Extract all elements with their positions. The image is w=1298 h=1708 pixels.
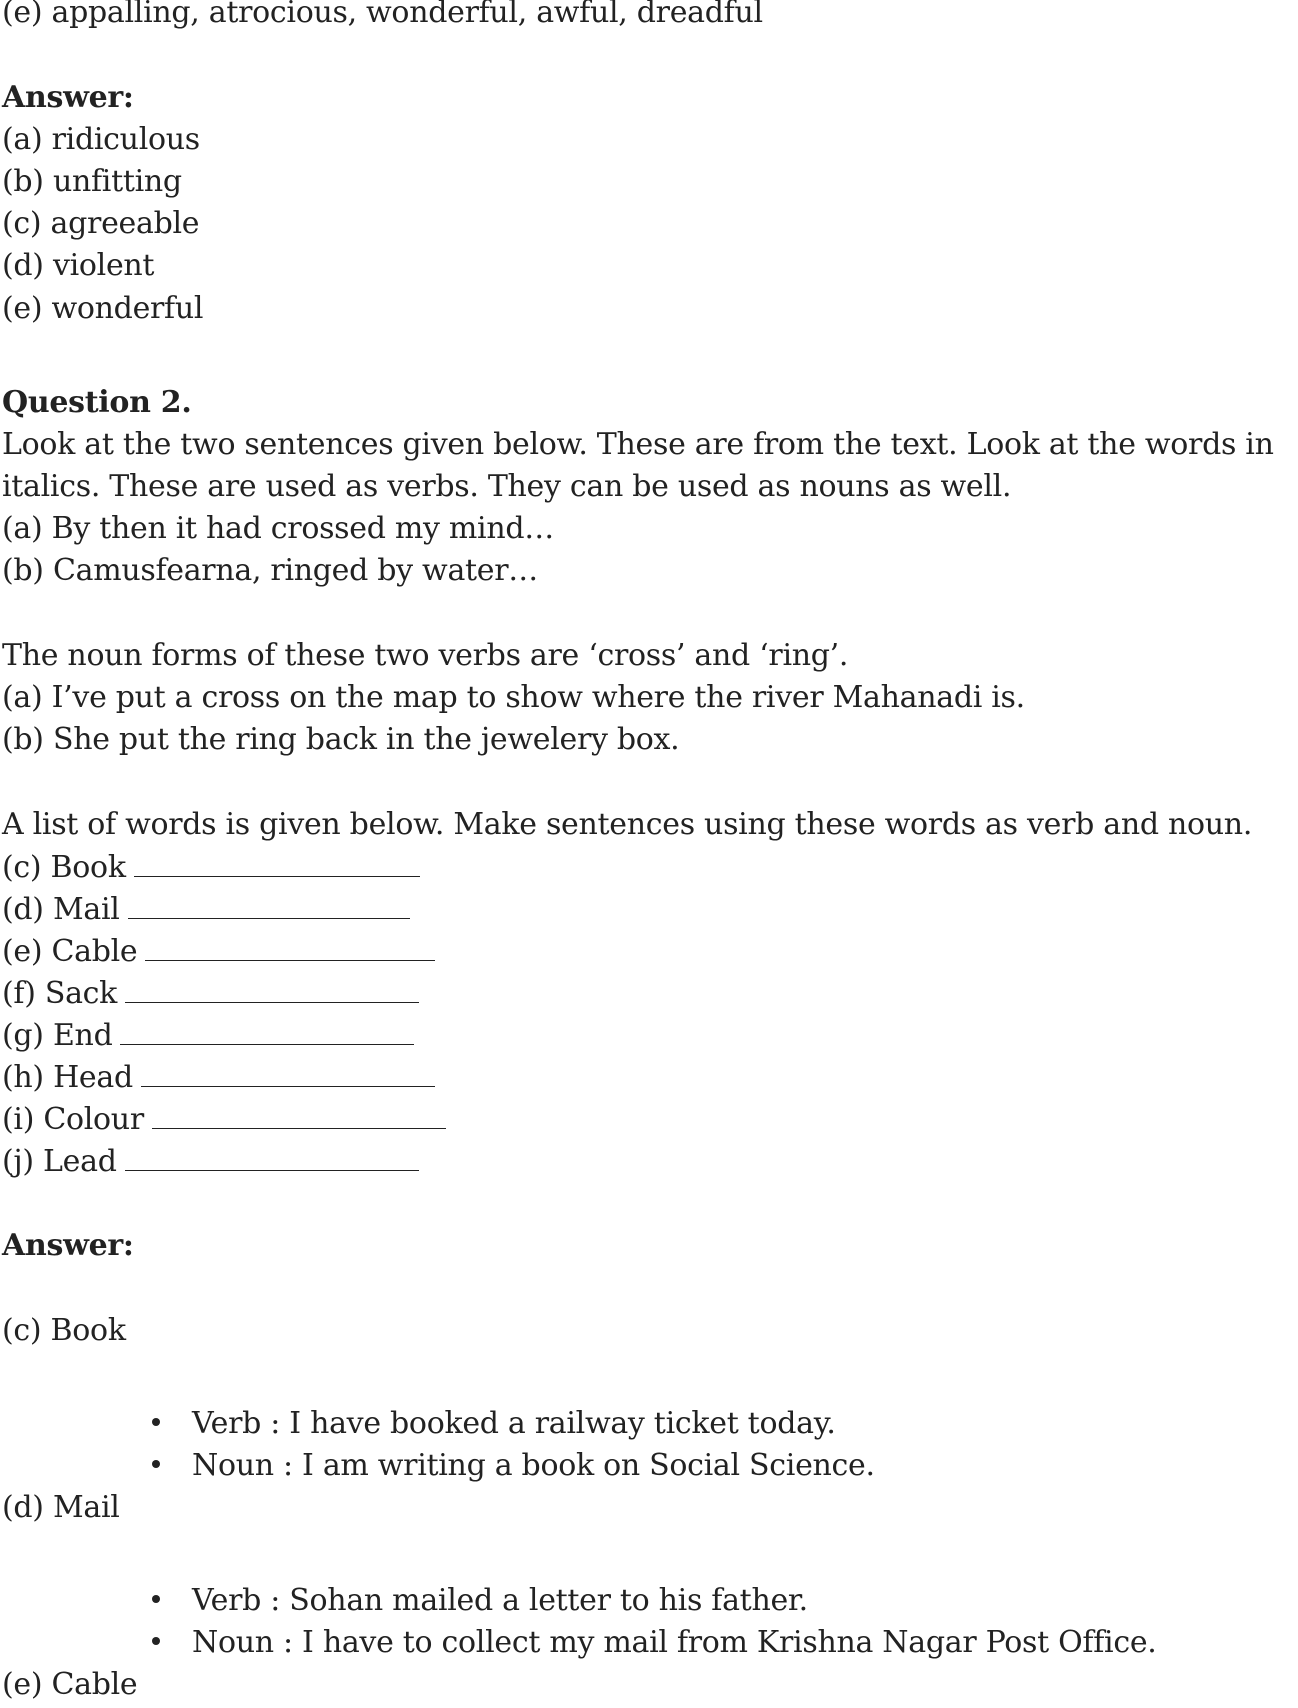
word-label: (c) Book [2,850,126,885]
word-row [2,1140,419,1183]
question2-noun-forms: The noun forms of these two verbs are ‘cross’ and ‘ring’. [2,638,849,673]
word-label: (i) Colour [2,1102,144,1137]
question2-heading: Question 2. [2,385,192,420]
answer2-book-noun [152,1445,875,1487]
bullet-icon [152,1418,160,1426]
word-label: (j) Lead [2,1144,117,1179]
word-row [2,1056,435,1099]
answer-blank-line [128,888,410,919]
word-label: (e) Cable [2,934,138,969]
word-label: (d) Mail [2,892,120,927]
bullet-icon [152,1460,160,1468]
answer1-heading: Answer: [2,80,134,115]
question2-noun-b: (b) She put the ring back in the jewelery box. [2,722,680,757]
question2-instruction: A list of words is given below. Make sentences using these words as verb and noun. [2,807,1253,842]
answer-blank-line [145,930,435,961]
word-row [2,846,420,889]
answer2-book-verb [152,1403,836,1445]
answer2-heading: Answer: [2,1228,134,1263]
answer2-book-noun-text: Noun : I am writing a book on Social Science. [192,1448,875,1483]
word-row [2,972,419,1015]
answer-blank-line [125,972,419,1003]
question2-noun-a: (a) I’ve put a cross on the map to show where the river Mahanadi is. [2,680,1025,715]
q1-option-e: (e) appalling, atrocious, wonderful, awful, dreadful [2,0,763,30]
bullet-icon [152,1637,160,1645]
answer-blank-line [120,1014,414,1045]
word-label: (h) Head [2,1060,133,1095]
word-row [2,930,435,973]
answer1-item-a: (a) ridiculous [2,122,200,157]
answer2-book-verb-text: Verb : I have booked a railway ticket today. [192,1406,836,1441]
answer2-mail-noun-text: Noun : I have to collect my mail from Krishna Nagar Post Office. [192,1625,1157,1660]
answer-blank-line [141,1056,435,1087]
question2-example-a: (a) By then it had crossed my mind… [2,511,554,546]
question2-example-b: (b) Camusfearna, ringed by water… [2,553,538,588]
answer2-mail-noun [152,1622,1157,1664]
question2-intro-line2: italics. These are used as verbs. They can be used as nouns as well. [2,469,1012,504]
answer2-cable-label: (e) Cable [2,1667,138,1702]
answer2-mail-verb [152,1580,808,1622]
word-row [2,1098,446,1141]
word-label: (g) End [2,1018,113,1053]
answer2-mail-verb-text: Verb : Sohan mailed a letter to his father. [192,1583,808,1618]
bullet-icon [152,1595,160,1603]
answer1-item-d: (d) violent [2,248,155,283]
word-row [2,1014,414,1057]
word-row [2,888,410,931]
answer1-item-e: (e) wonderful [2,291,204,326]
answer1-item-c: (c) agreeable [2,206,200,241]
question2-intro-line1: Look at the two sentences given below. These are from the text. Look at the words in [2,427,1274,462]
answer2-mail-label: (d) Mail [2,1490,120,1525]
answer1-item-b: (b) unfitting [2,164,182,199]
answer-blank-line [125,1140,419,1171]
answer-blank-line [134,846,420,877]
word-label: (f) Sack [2,976,118,1011]
answer-blank-line [152,1098,446,1129]
answer2-book-label: (c) Book [2,1313,126,1348]
